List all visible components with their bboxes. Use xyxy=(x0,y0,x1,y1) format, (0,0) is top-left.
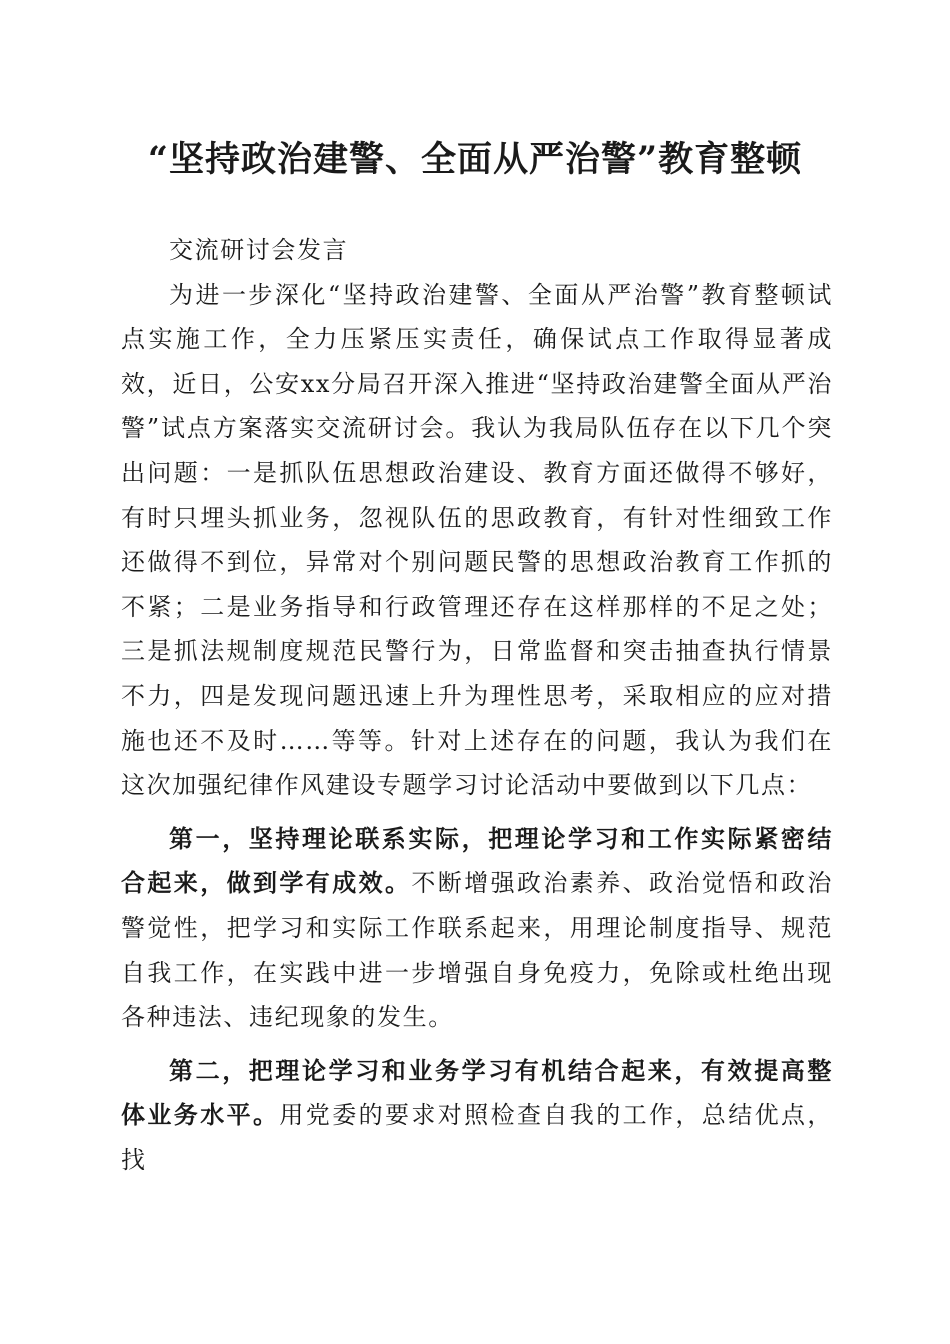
intro-paragraph xyxy=(121,273,833,808)
point-paragraph-1 xyxy=(121,817,833,1040)
document-title: “坚持政治建警、全面从严治警”教育整顿 xyxy=(147,139,803,180)
point-1-text: 不断增强政治素养、政治觉悟和政治警觉性，把学习和实际工作联系起来，用理论制度指导、规范自我工作，在实践中进一步增强自身免疫力，免除或杜绝出现各种违法、违纪现象的发生。 xyxy=(121,869,833,1032)
point-paragraph-2 xyxy=(121,1049,833,1183)
point-1-heading: 第一，坚持理论联系实际，把理论学习和工作实际紧密结合起来，做到学有成效。 xyxy=(121,823,833,898)
document-subtitle: 交流研讨会发言 xyxy=(169,236,349,264)
point-2-text: 用党委的要求对照检查自我的工作，总结优点，找 xyxy=(121,1101,833,1174)
paragraph-text: 为进一步深化“坚持政治建警、全面从严治警”教育整顿试点实施工作，全力压紧压实责任，确保试点工作取得显著成效，近日，公安xx分局召开深入推进“坚持政治建警全面从严治警”试点方案落实交流研讨会。我认为我局队伍存在以下几个突出问题：一是抓队伍思想政治建设、教育方面还做得不够好，有时只埋头抓业务，忽视队伍的思政教育，有针对性细致工作还做得不到位，异常对个别问题民警的思想政治教育工作抓的不紧；二是业务指导和行政管理还存在这样那样的不足之处；三是抓法规制度规范民警行为，日常监督和突击抽查执行情景不力，四是发现问题迅速上升为理性思考，采取相应的应对措施也还不及时……等等。针对上述存在的问题，我认为我们在这次加强纪律作风建设专题学习讨论活动中要做到以下几点： xyxy=(121,280,833,800)
point-2-heading: 第二，把理论学习和业务学习有机结合起来，有效提高整体业务水平。 xyxy=(121,1055,833,1130)
document-body xyxy=(121,228,833,1182)
